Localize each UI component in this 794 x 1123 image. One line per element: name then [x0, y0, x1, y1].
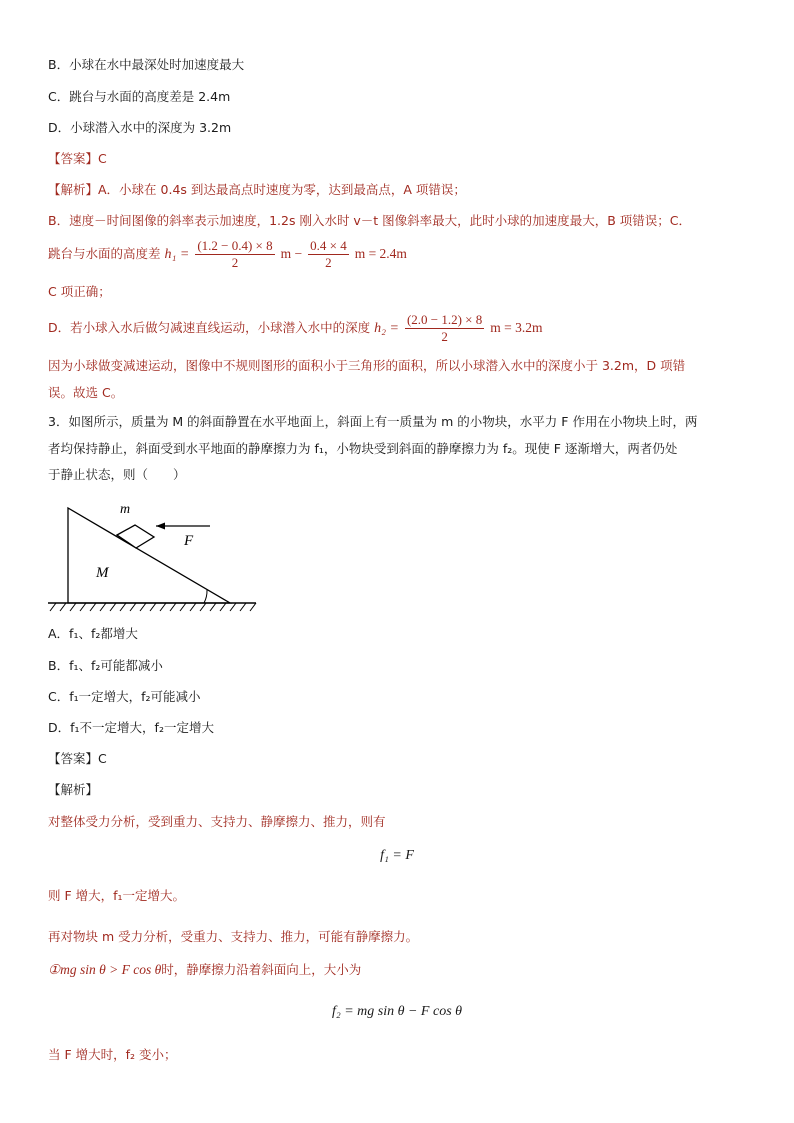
label-M: M: [96, 565, 109, 581]
h1-fraction-2-numerator: 0.4 × 4: [310, 238, 347, 253]
q3-stem-line-2: 者均保持静止，斜面受到水平地面的静摩擦力为 f₁，小物块受到斜面的静摩擦力为 f₂。现使 F 逐渐增大，两者仍处: [48, 441, 678, 456]
q3-analysis-line-4: 当 F 增大时，f₂ 变小；: [48, 1047, 177, 1062]
q3-analysis-line-2: 则 F 增大，f₁一定增大。: [48, 888, 186, 903]
analysis-c-prefix: 跳台与水面的高度差: [48, 246, 161, 261]
block: [117, 525, 154, 548]
force-arrowhead: [156, 523, 165, 530]
incline-wedge: [68, 508, 230, 603]
q3-option-d: D．f₁不一定增大，f₂一定增大: [48, 720, 214, 735]
angle-arc: [204, 590, 207, 603]
case-1-condition: ①mg sin θ > F cos θ: [48, 962, 162, 977]
q3-answer-label: 【答案】C: [48, 751, 107, 766]
analysis-d-prefix: D．若小球入水后做匀减速直线运动，小球潜入水中的深度: [48, 320, 371, 335]
h2-fraction: [405, 312, 484, 345]
analysis-c-conclusion: C 项正确；: [48, 284, 111, 299]
label-m: m: [120, 502, 131, 517]
ground-hatching: [50, 603, 256, 611]
h1-result: m = 2.4m: [354, 246, 407, 261]
analysis-d-equation: [48, 310, 543, 347]
h1-fraction-1-numerator: (1.2 − 0.4) × 8: [197, 238, 273, 253]
option-c: C．跳台与水面的高度差是 2.4m: [48, 89, 231, 104]
h2-result: m = 3.2m: [490, 320, 543, 335]
h2-fraction-denominator: 2: [441, 329, 448, 344]
h1-fraction-1-denominator: 2: [231, 255, 239, 270]
analysis-d-reason: 因为小球做变减速运动，图像中不规则图形的面积小于三角形的面积，所以小球潜入水中的深度小于 3.2m，D 项错: [48, 358, 686, 373]
analysis-a: 【解析】A．小球在 0.4s 到达最高点时速度为零，达到最高点，A 项错误；: [48, 182, 466, 197]
q3-analysis-line-3: 再对物块 m 受力分析，受重力、支持力、推力，可能有静摩擦力。: [48, 929, 419, 944]
analysis-d-end: 误。故选 C。: [48, 385, 124, 400]
answer-label: 【答案】C: [48, 151, 107, 166]
h1-fraction-2-denominator: 2: [325, 255, 332, 270]
q3-stem-line-3: 于静止状态，则（ ）: [48, 467, 186, 482]
h1-variable: h₁ =: [164, 247, 190, 262]
equation-f2: f₂ = mg sin θ − F cos θ: [331, 1004, 463, 1019]
h2-fraction-numerator: (2.0 − 1.2) × 8: [406, 312, 483, 327]
q3-option-b: B．f₁、f₂可能都减小: [48, 658, 163, 673]
h1-middle: m −: [280, 246, 303, 261]
q3-analysis-line-1: 对整体受力分析，受到重力、支持力、静摩擦力、推力，则有: [48, 814, 386, 829]
q3-stem-line-1: 3．如图所示，质量为 M 的斜面静置在水平地面上，斜面上有一质量为 m 的小物块，水平力 F 作用在小物块上时，两: [48, 414, 698, 429]
h1-fraction-2: [308, 238, 349, 271]
label-F: F: [184, 533, 194, 549]
q3-option-c: C．f₁一定增大，f₂可能减小: [48, 689, 201, 704]
h2-variable: h₂ =: [374, 321, 399, 336]
q3-option-a: A．f₁、f₂都增大: [48, 626, 138, 641]
analysis-c-equation: [48, 236, 407, 273]
analysis-b: B．速度－时间图像的斜率表示加速度，1.2s 刚入水时 v－t 图像斜率最大，此时小球的加速度最大，B 项错误；C．: [48, 213, 691, 228]
q3-analysis-label: 【解析】: [48, 782, 99, 797]
incline-diagram: [44, 498, 260, 618]
case-1-text: 时，静摩擦力沿着斜面向上，大小为: [161, 962, 362, 977]
option-b: B．小球在水中最深处时加速度最大: [48, 57, 245, 72]
q3-case-1: [48, 961, 361, 979]
equation-f1: f₁ = F: [380, 848, 414, 863]
h1-fraction-1: [195, 238, 274, 271]
option-d: D．小球潜入水中的深度为 3.2m: [48, 120, 232, 135]
